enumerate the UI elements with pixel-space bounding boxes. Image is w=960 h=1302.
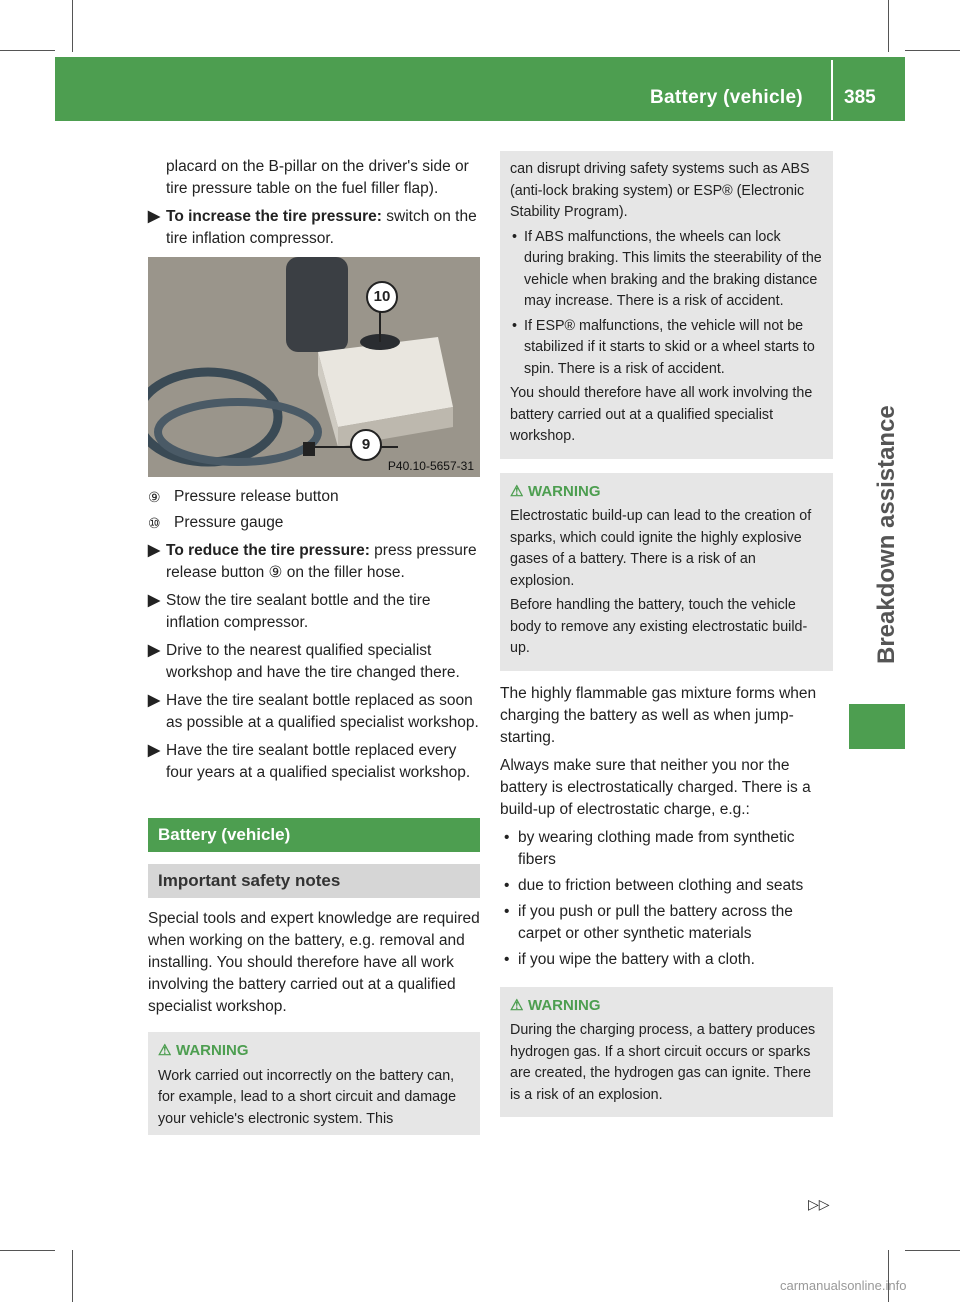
warning-heading	[510, 481, 823, 503]
crop-mark	[905, 50, 960, 51]
left-column	[148, 156, 480, 256]
warning-label: WARNING	[528, 482, 601, 500]
step-arrow-icon: ▶	[148, 542, 160, 559]
step-reduce	[148, 540, 480, 584]
continue-icon: ▷▷	[808, 1196, 830, 1212]
step-increase-label: To increase the tire pressure:	[166, 208, 382, 225]
warning-label: WARNING	[176, 1042, 249, 1059]
step-text: Stow the tire sealant bottle and the tire inflation compressor.	[166, 592, 431, 631]
bullet-item	[500, 901, 833, 945]
step-text: Have the tire sealant bottle replaced every four years at a qualified specialist workshop.	[166, 742, 471, 781]
bullet-item	[500, 949, 833, 971]
subsection-title: Important safety notes	[148, 864, 480, 898]
warning-text: Work carried out incorrectly on the battery can, for example, lead to a short circuit and damage your vehicle's electronic system. This	[158, 1067, 457, 1127]
callout-9: 9	[350, 429, 382, 461]
callout-10: 10	[366, 281, 398, 313]
bullet-item	[510, 227, 823, 313]
right-column	[500, 151, 833, 1117]
bullet-item	[500, 875, 833, 897]
warning-continued-outro: You should therefore have all work involving the battery carried out at a qualified specialist workshop.	[510, 385, 813, 444]
bullet-text: If ESP® malfunctions, the vehicle will not be stabilized if it starts to skid or a wheel starts to spin. There is a risk of accident.	[524, 317, 815, 377]
side-tab-label: Breakdown assistance	[873, 405, 900, 664]
step-arrow-icon: ▶	[148, 642, 160, 659]
left-column-lower	[148, 486, 480, 1135]
step-reduce-text: press pressure release button ⑨ on the filler hose.	[166, 542, 477, 581]
step-reduce-label: To reduce the tire pressure:	[166, 542, 370, 559]
legend-text: Pressure release button	[174, 488, 339, 505]
watermark: carmanualsonline.info	[780, 1278, 907, 1293]
warning-heading	[510, 995, 823, 1017]
header-divider	[831, 60, 833, 120]
safety-paragraph: Special tools and expert knowledge are required when working on the battery, e.g. removal and installing. You should therefore have all work involving the battery carried out at a qualified specialist workshop.	[148, 910, 480, 1015]
step-arrow-icon: ▶	[148, 208, 160, 225]
bullet-text: if you wipe the battery with a cloth.	[518, 950, 755, 968]
compressor-photo	[148, 257, 480, 477]
crop-mark	[0, 1250, 55, 1251]
step-increase	[148, 206, 480, 250]
bullet-text: If ABS malfunctions, the wheels can lock during braking. This limits the steerability of the vehicle when braking and the braking distance may increase. There is a risk of accident.	[524, 228, 822, 309]
warning-icon: ⚠	[510, 996, 524, 1014]
compressor-illustration	[148, 257, 480, 477]
crop-mark	[905, 1250, 960, 1251]
paragraph: Always make sure that neither you nor the battery is electrostatically charged. There is a build-up of electrostatic charge, e.g.:	[500, 756, 811, 818]
legend-item	[148, 512, 480, 534]
bullet-item	[500, 827, 833, 871]
legend-item	[148, 486, 480, 508]
legend-number: ⑩	[148, 515, 161, 531]
warning-text: During the charging process, a battery produces hydrogen gas. If a short circuit occurs or sparks are created, the hydrogen gas can ignite. There is a risk of an explosion.	[510, 1022, 816, 1103]
step-arrow-icon: ▶	[148, 692, 160, 709]
section-title: Battery (vehicle)	[148, 818, 480, 852]
step-increase-text: switch on the tire inflation compressor.	[166, 208, 477, 247]
bullet-item	[510, 316, 823, 381]
warning-text: Electrostatic build-up can lead to the creation of sparks, which could ignite the highly explosive gases of a battery. There is a risk of an explosion.	[510, 508, 812, 589]
warning-label: WARNING	[528, 996, 601, 1014]
warning-continued-intro: can disrupt driving safety systems such as ABS (anti-lock braking system) or ESP® (Electronic Stability Program).	[510, 161, 810, 220]
warning-box	[500, 473, 833, 671]
intro-continuation: placard on the B-pillar on the driver's side or tire pressure table on the fuel filler flap).	[166, 158, 469, 197]
legend-text: Pressure gauge	[174, 514, 284, 531]
crop-mark	[72, 0, 73, 52]
step-arrow-icon: ▶	[148, 592, 160, 609]
step-item	[148, 690, 480, 734]
crop-mark	[0, 50, 55, 51]
side-tab-marker	[849, 704, 905, 749]
legend-number: ⑨	[148, 489, 161, 505]
bullet-text: if you push or pull the battery across the carpet or other synthetic materials	[518, 902, 793, 942]
crop-mark	[888, 0, 889, 52]
step-text: Drive to the nearest qualified specialist workshop and have the tire changed there.	[166, 642, 460, 681]
step-item	[148, 740, 480, 784]
bullet-dot: •	[504, 876, 510, 894]
bullet-text: due to friction between clothing and seats	[518, 876, 804, 894]
page-number: 385	[844, 87, 876, 108]
step-item	[148, 590, 480, 634]
bullet-dot: •	[512, 317, 518, 334]
bullet-dot: •	[504, 828, 510, 846]
warning-icon: ⚠	[158, 1042, 172, 1059]
warning-box	[500, 987, 833, 1118]
paragraph: The highly flammable gas mixture forms when charging the battery as well as when jump-starting.	[500, 684, 817, 746]
header-title: Battery (vehicle)	[650, 87, 803, 108]
crop-mark	[888, 1250, 889, 1302]
bullet-dot: •	[504, 950, 510, 968]
warning-box	[148, 1032, 480, 1135]
bullet-dot: •	[504, 902, 510, 920]
warning-heading	[158, 1040, 470, 1062]
warning-text: Before handling the battery, touch the vehicle body to remove any existing electrostatic build-up.	[510, 597, 808, 656]
step-arrow-icon: ▶	[148, 742, 160, 759]
crop-mark	[72, 1250, 73, 1302]
step-item	[148, 640, 480, 684]
bullet-text: by wearing clothing made from synthetic fibers	[518, 828, 795, 868]
warning-icon: ⚠	[510, 482, 524, 500]
warning-box-continued	[500, 151, 833, 459]
figure-code: P40.10-5657-31	[387, 459, 474, 473]
step-text: Have the tire sealant bottle replaced as soon as possible at a qualified specialist workshop.	[166, 692, 479, 731]
bullet-dot: •	[512, 228, 518, 245]
